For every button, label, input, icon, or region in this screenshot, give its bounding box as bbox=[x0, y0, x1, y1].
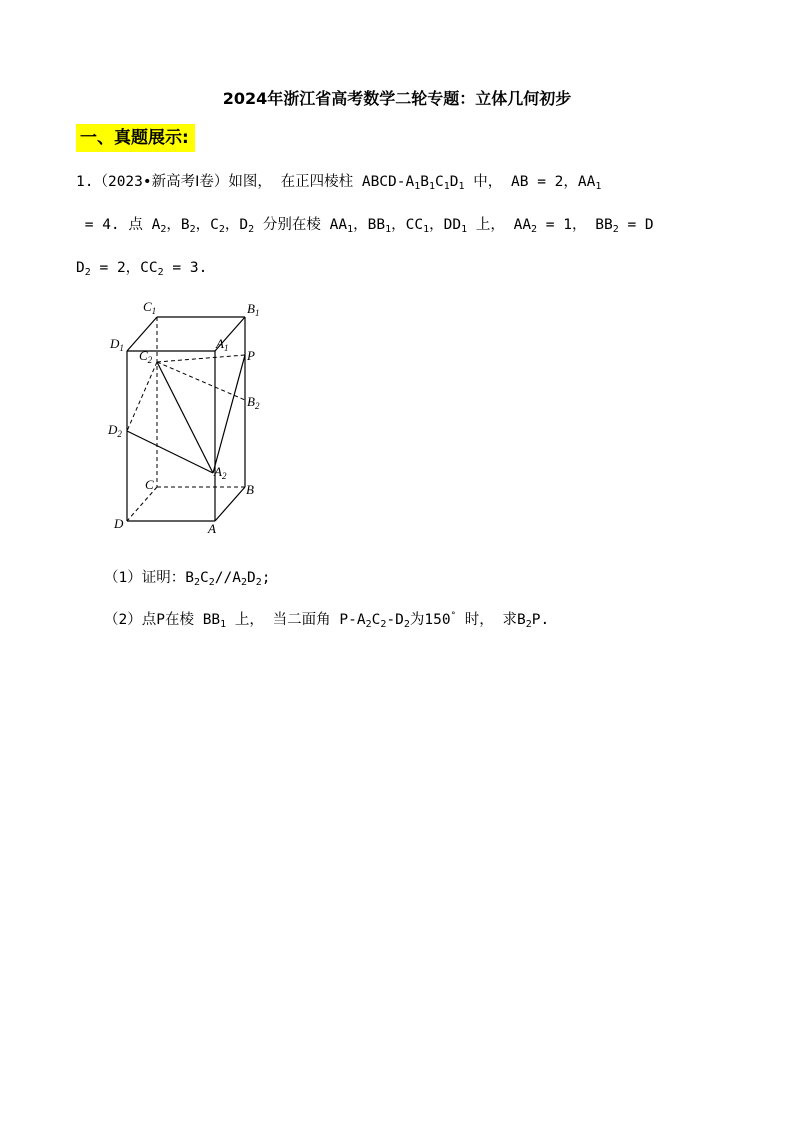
text: //A bbox=[214, 570, 241, 586]
question-1 bbox=[104, 566, 271, 587]
text: = 2，CC bbox=[90, 260, 158, 276]
subscript: 2 bbox=[380, 619, 387, 630]
text: C bbox=[200, 570, 209, 586]
label-c2: $C_2$ bbox=[139, 348, 153, 365]
subscript: 1 bbox=[595, 181, 602, 192]
text: 为150 bbox=[409, 612, 451, 628]
text: ，B bbox=[166, 217, 190, 233]
prism-figure bbox=[100, 290, 280, 540]
subscript: 2 bbox=[218, 224, 225, 235]
text: （1）证明：B bbox=[104, 570, 194, 586]
text: C bbox=[435, 174, 444, 190]
label-b1: $B_1$ bbox=[247, 301, 260, 318]
subscript: 2 bbox=[612, 224, 619, 235]
subscript: 1 bbox=[461, 224, 468, 235]
text: = 1， BB bbox=[537, 217, 613, 233]
subscript: 2 bbox=[84, 267, 91, 278]
text: 分别在棱 AA bbox=[254, 217, 348, 233]
text: D bbox=[247, 570, 256, 586]
subscript: 1 bbox=[220, 619, 227, 630]
text: B bbox=[420, 174, 429, 190]
subscript: 2 bbox=[255, 577, 262, 588]
label-d1: $D_1$ bbox=[110, 336, 124, 353]
text: ，C bbox=[195, 217, 219, 233]
text: = 3. bbox=[163, 260, 208, 276]
subscript: 1 bbox=[458, 181, 465, 192]
label-c1: $C_1$ bbox=[143, 299, 157, 316]
text: 上， AA bbox=[467, 217, 532, 233]
text: ，BB bbox=[353, 217, 386, 233]
subscript: 2 bbox=[248, 224, 255, 235]
text: P. bbox=[531, 612, 550, 628]
text: D bbox=[449, 174, 459, 190]
problem-line-3 bbox=[76, 256, 207, 277]
text: ，CC bbox=[391, 217, 424, 233]
text: = D bbox=[618, 217, 654, 233]
subscript: 2 bbox=[525, 619, 532, 630]
text: 中， AB = 2，AA bbox=[464, 174, 596, 190]
subscript: 2 bbox=[160, 224, 167, 235]
text: 时， 求B bbox=[456, 612, 526, 628]
subscript: 2 bbox=[208, 577, 215, 588]
text: C bbox=[371, 612, 381, 628]
subscript: 2 bbox=[193, 577, 200, 588]
subscript: 1 bbox=[443, 181, 450, 192]
label-b: B bbox=[246, 482, 254, 497]
subscript: 2 bbox=[403, 619, 410, 630]
text: （2）点P在棱 BB bbox=[104, 612, 221, 628]
text: = 4. 点 A bbox=[76, 217, 161, 233]
label-d: D bbox=[114, 516, 124, 531]
superscript: ° bbox=[450, 611, 456, 621]
problem-line-1 bbox=[76, 170, 601, 191]
label-a2: $A_2$ bbox=[214, 464, 227, 481]
label-p: P bbox=[247, 348, 255, 363]
text: -D bbox=[386, 612, 404, 628]
subscript: 2 bbox=[157, 267, 164, 278]
text: ; bbox=[261, 570, 271, 586]
label-d2: $D_2$ bbox=[108, 422, 122, 439]
text: 上， 当二面角 P-A bbox=[226, 612, 366, 628]
subscript: 2 bbox=[365, 619, 372, 630]
label-a: A bbox=[208, 521, 216, 536]
subscript: 1 bbox=[414, 181, 421, 192]
question-2 bbox=[104, 608, 549, 629]
subscript: 2 bbox=[240, 577, 247, 588]
text: D bbox=[76, 260, 85, 276]
text: 1.（2023•新高考Ⅰ卷）如图， 在正四棱柱 ABCD-A bbox=[76, 174, 415, 190]
subscript: 1 bbox=[429, 181, 436, 192]
subscript: 2 bbox=[189, 224, 196, 235]
subscript: 1 bbox=[385, 224, 392, 235]
label-a1: $A_1$ bbox=[216, 336, 229, 353]
problem-line-2 bbox=[76, 213, 654, 234]
section-heading: 一、真题展示: bbox=[76, 124, 195, 152]
document-title: 2024年浙江省高考数学二轮专题：立体几何初步 bbox=[222, 89, 572, 108]
label-c: C bbox=[145, 477, 154, 492]
text: ，DD bbox=[429, 217, 462, 233]
subscript: 1 bbox=[423, 224, 430, 235]
text: ，D bbox=[224, 217, 249, 233]
subscript: 2 bbox=[531, 224, 538, 235]
label-b2: $B_2$ bbox=[247, 394, 260, 411]
subscript: 1 bbox=[347, 224, 354, 235]
